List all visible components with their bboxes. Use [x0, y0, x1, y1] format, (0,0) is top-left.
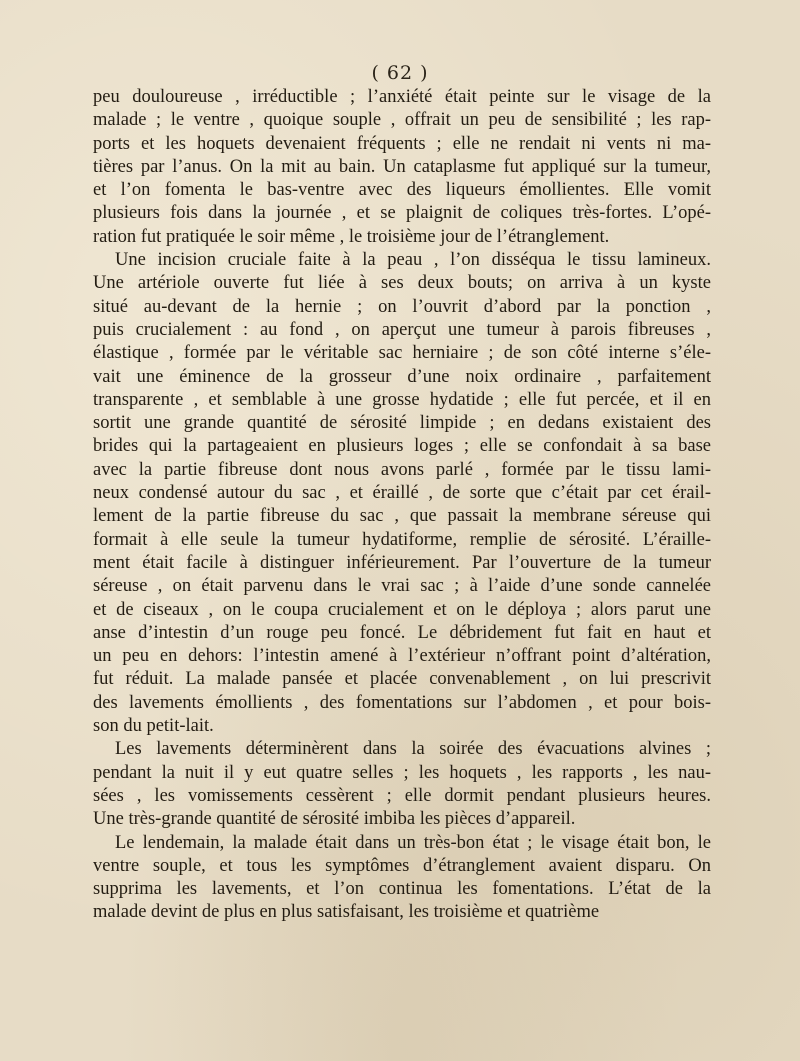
text-line: supprima les lavements, et l’on continua les fomentations. L’état de la — [93, 879, 711, 900]
paragraph — [93, 249, 711, 738]
text-line: Les lavements déterminèrent dans la soirée des évacuations alvines ; — [115, 739, 711, 760]
text-line: ration fut pratiquée le soir même , le troisième jour de l’étranglement. — [93, 226, 610, 247]
text-line: malade devint de plus en plus satisfaisant, les troisième et quatrième — [93, 902, 600, 923]
text-line: fut réduit. La malade pansée et placée convenablement , on lui prescrivit — [93, 669, 711, 690]
text-line: sées , les vomissements cessèrent ; elle dormit pendant plusieurs heures. — [93, 785, 711, 806]
text-line: et de ciseaux , on le coupa crucialement et on le déploya ; alors parut une — [93, 599, 711, 620]
text-line: malade ; le ventre , quoique souple , offrait un peu de sensibilité ; les rap- — [93, 110, 711, 131]
text-line: un peu en dehors: l’intestin amené à l’extérieur n’offrant point d’altération, — [93, 646, 711, 667]
text-line: formait à elle seule la tumeur hydatiforme, remplie de sérosité. L’éraille- — [93, 529, 711, 550]
text-line: tières par l’anus. On la mit au bain. Un cataplasme fut appliqué sur la tumeur, — [93, 156, 711, 177]
text-line: situé au-devant de la hernie ; on l’ouvrit d’abord par la ponction , — [93, 296, 711, 317]
text-line: puis crucialement : au fond , on aperçut une tumeur à parois fibreuses , — [93, 319, 711, 340]
text-line: Le lendemain, la malade était dans un très-bon état ; le visage était bon, le — [115, 832, 711, 853]
text-line: brides qui la partageaient en plusieurs loges ; elle se confondait à sa base — [93, 436, 711, 457]
text-line: sortit une grande quantité de sérosité limpide ; en dedans existaient des — [93, 413, 711, 434]
paragraph — [93, 832, 711, 925]
text-line: élastique , formée par le véritable sac herniaire ; de son côté interne s’éle- — [93, 343, 711, 364]
text-line: vait une éminence de la grosseur d’une noix ordinaire , parfaitement — [93, 366, 711, 387]
text-line: neux condensé autour du sac , et éraillé , de sorte que c’était par cet érail- — [93, 483, 711, 504]
text-line: lement de la partie fibreuse du sac , que passait la membrane séreuse qui — [93, 506, 711, 527]
page-number: ( 62 ) — [371, 62, 429, 84]
text-line: avec la partie fibreuse dont nous avons parlé , formée par le tissu lami- — [93, 459, 711, 480]
text-line: Une très-grande quantité de sérosité imbiba les pièces d’appareil. — [93, 809, 576, 830]
text-line: et l’on fomenta le bas-ventre avec des liqueurs émollientes. Elle vomit — [93, 180, 711, 201]
text-line: ment était facile à distinguer inférieurement. Par l’ouverture de la tumeur — [93, 552, 711, 573]
text-line: ports et les hoquets devenaient fréquents ; elle ne rendait ni vents ni ma- — [93, 133, 711, 154]
text-line: anse d’intestin d’un rouge peu foncé. Le débridement fut fait en haut et — [93, 622, 711, 643]
text-line: pendant la nuit il y eut quatre selles ; les hoquets , les rapports , les nau- — [93, 762, 711, 783]
text-line: Une incision cruciale faite à la peau , l’on disséqua le tissu lamineux. — [115, 250, 711, 271]
text-line: transparente , et semblable à une grosse hydatide ; elle fut percée, et il en — [93, 389, 711, 410]
paragraph — [93, 738, 711, 831]
text-line: des lavements émollients , des fomentations sur l’abdomen , et pour bois- — [93, 692, 711, 713]
text-line: Une artériole ouverte fut liée à ses deux bouts; on arriva à un kyste — [93, 273, 711, 294]
text-line: peu douloureuse , irréductible ; l’anxiété était peinte sur le visage de la — [93, 87, 711, 107]
body-text — [93, 86, 711, 925]
paragraph — [93, 86, 711, 249]
text-line: séreuse , on était parvenu dans le vrai sac ; à l’aide d’une sonde cannelée — [93, 576, 711, 597]
text-line: ventre souple, et tous les symptômes d’étranglement avaient disparu. On — [93, 855, 711, 876]
text-line: plusieurs fois dans la journée , et se plaignit de coliques très-fortes. L’opé- — [93, 203, 711, 224]
text-line: son du petit-lait. — [93, 716, 214, 737]
